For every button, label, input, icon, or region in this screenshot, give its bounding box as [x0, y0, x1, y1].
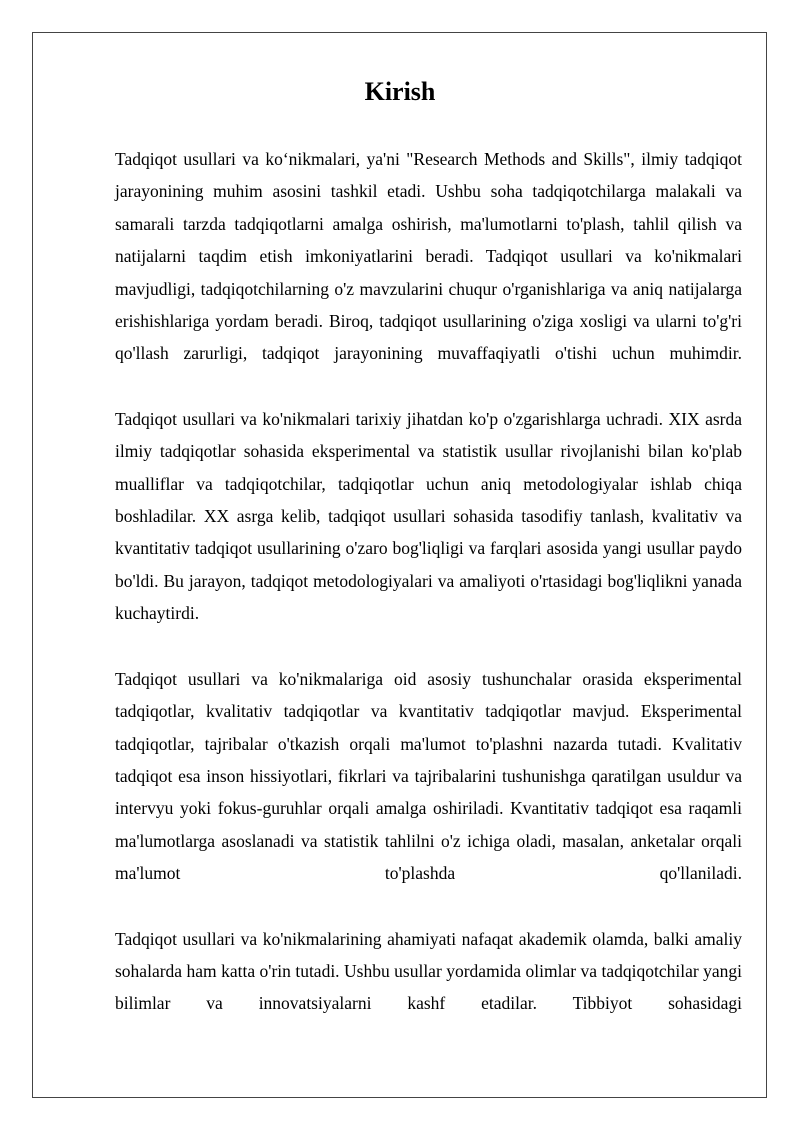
paragraph-2: Tadqiqot usullari va ko'nikmalari tarixiy jihatdan ko'p o'zgarishlarga uchradi. XIX asrda ilmiy tadqiqotlar sohasida eksperimental va statistik usullar rivojlanishi bilan ko'plab mualliflar va tadqiqotchilar, tadqiqotlar uchun aniq metodologiyalar ishlab chiqa boshladilar. XX asrga kelib, tadqiqot usullari sohasida tasodifiy tanlash, kvalitativ va kvantitativ tadqiqot usullarining o'zaro bog'liqligi va farqlari asosida yangi usullar paydo bo'ldi. Bu jarayon, tadqiqot metodologiyalari va amaliyoti o'rtasidagi bog'liqlikni yanada kuchaytirdi.	[115, 408, 742, 624]
paragraph-1: Tadqiqot usullari va ko‘nikmalari, ya'ni "Research Methods and Skills", ilmiy tadqiqot jarayonining muhim asosini tashkil etadi. Ushbu soha tadqiqotchilarga malakali va samarali tarzda tadqiqotlarni amalga oshirish, ma'lumotlarni to'plash, tahlil qilish va natijalarni taqdim etish imkoniyatlarini beradi. Tadqiqot usullari va ko'nikmalari mavjudligi, tadqiqotchilarning o'z mavzularini chuqur o'rganishlariga va aniq natijalarga erishishlariga yordam beradi. Biroq, tadqiqot usullarining o'ziga xosligi va ularni to'g'ri qo'llash zarurligi, tadqiqot jarayonining muvaffaqiyatli o'tishi uchun muhimdir.	[115, 149, 742, 364]
paragraph-4: Tadqiqot usullari va ko'nikmalarining ahamiyati nafaqat akademik olamda, balki amaliy sohalarda ham katta o'rin tutadi. Ushbu usullar yordamida olimlar va tadqiqotchilar yangi bilimlar va innovatsiyalarni kashf etadilar. Tibbiyot sohasidagi	[115, 928, 742, 1014]
paragraph-3: Tadqiqot usullari va ko'nikmalariga oid asosiy tushunchalar orasida eksperimental tadqiqotlar, kvalitativ tadqiqotlar va kvantitativ tadqiqotlar mavjud. Eksperimental tadqiqotlar, tajribalar o'tkazish orqali ma'lumot to'plashni nazarda tutadi. Kvalitativ tadqiqot esa inson hissiyotlari, fikrlari va tajribalarini tushunishga qaratilgan usuldur va intervyu yoki fokus-guruhlar orqali amalga oshiriladi. Kvantitativ tadqiqot esa raqamli ma'lumotlarga asoslanadi va statistik tahlilni o'z ichiga oladi, masalan, anketalar orqali ma'lumot to'plashda qo'llaniladi.	[115, 668, 742, 884]
page-title: Kirish	[364, 77, 436, 106]
document-body	[115, 143, 742, 1053]
